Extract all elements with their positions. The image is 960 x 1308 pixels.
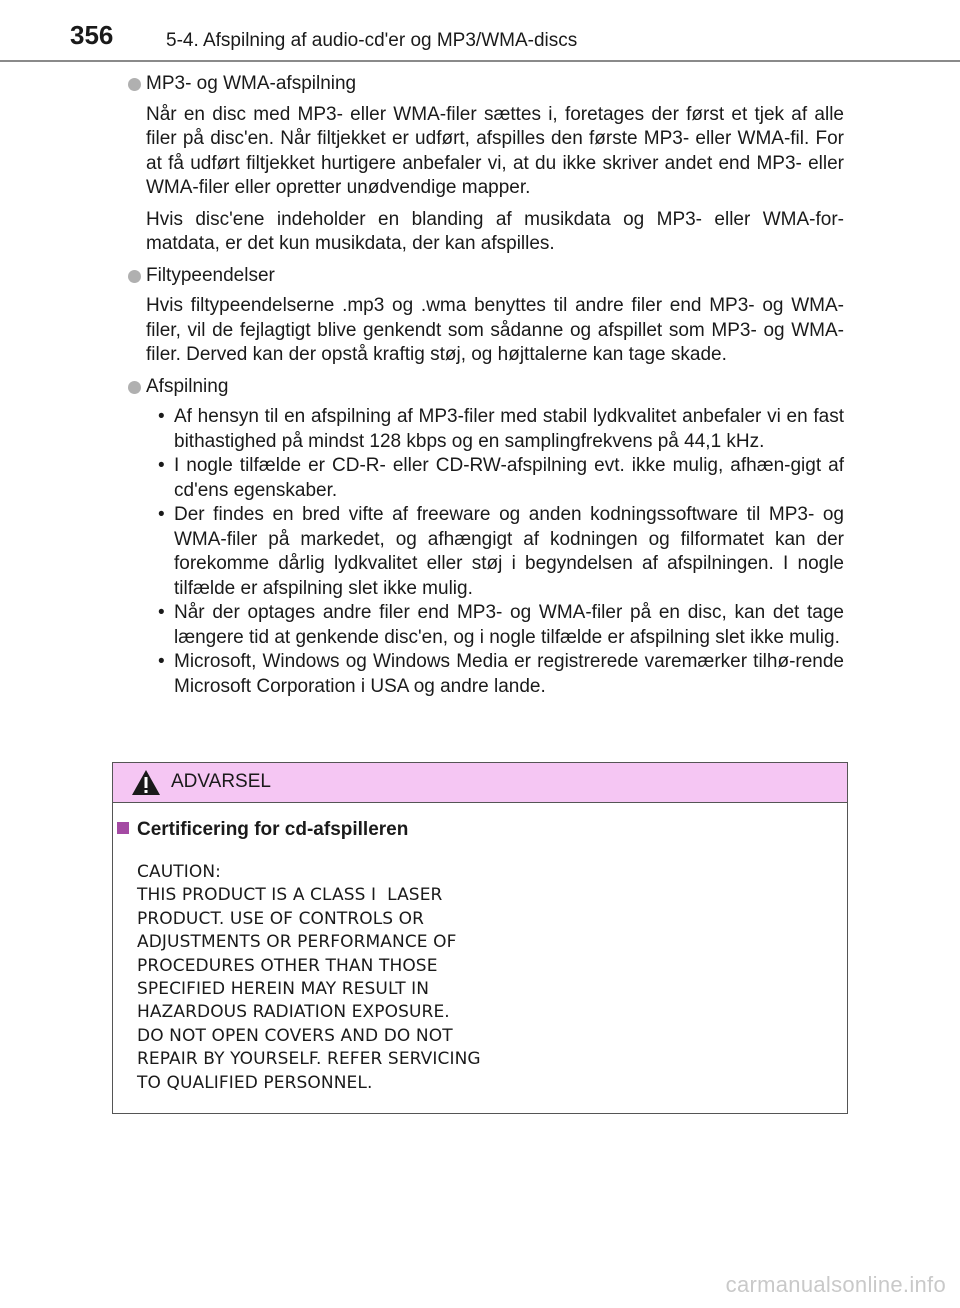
circle-bullet-icon	[128, 270, 141, 283]
dot-bullet-icon: •	[158, 602, 165, 623]
topic-title: Afspilning	[146, 375, 229, 397]
header-divider	[0, 60, 960, 62]
caution-line: PROCEDURES OTHER THAN THOSE	[137, 955, 438, 976]
caution-line: HAZARDOUS RADIATION EXPOSURE.	[137, 1002, 450, 1023]
dot-bullet-icon: •	[158, 406, 165, 427]
warning-box	[112, 762, 848, 1114]
topic-title: Filtypeendelser	[146, 264, 275, 286]
caution-line: REPAIR BY YOURSELF. REFER SERVICING	[137, 1049, 481, 1070]
circle-bullet-icon	[128, 381, 141, 394]
paragraph: Når en disc med MP3- eller WMA-filer sættes i, foretages der først et tjek af alle filer på disc'en. Når filtjekket er udført, afspilles den første MP3- eller WMA-fil. For at få udført filtjekket hurtigere anbefaler vi, at du ikke skriver andet end MP3- eller WMA-filer eller opretter unødvendige mapper.	[146, 103, 844, 198]
topic-playback	[128, 375, 844, 700]
square-bullet-icon	[117, 822, 129, 834]
caution-line: SPECIFIED HEREIN MAY RESULT IN	[137, 979, 430, 1000]
page-header	[0, 0, 960, 62]
playback-list	[146, 405, 844, 699]
list-item: • I nogle tilfælde er CD-R- eller CD-RW-afspilning evt. ikke mulig, afhæn-gigt af cd'ens egenskaber.	[158, 455, 844, 501]
topic-title: MP3- og WMA-afspilning	[146, 73, 357, 94]
caution-label	[137, 861, 481, 1095]
certification-title: Certificering for cd-afspilleren	[137, 819, 409, 840]
topic-file-extensions	[128, 264, 844, 368]
list-item: • Der findes en bred vifte af freeware og anden kodningssoftware til MP3- og WMA-filer på markedet, og afhængigt af kodningen og filformatet kan der forekomme dårlig lydkvalitet eller støj i begyndelsen af afspilningen. I nogle tilfælde er afspilning slet ikke mulig.	[158, 504, 844, 599]
warning-triangle-icon	[131, 769, 161, 796]
watermark: carmanualsonline.info	[725, 1272, 946, 1297]
topic-mp3-wma	[128, 72, 844, 257]
dot-bullet-icon: •	[158, 504, 165, 525]
list-item: • Af hensyn til en afspilning af MP3-filer med stabil lydkvalitet anbefaler vi en fast bithastighed på mindst 128 kbps og en samplingfrekvens på 44,1 kHz.	[158, 406, 844, 452]
paragraph: Hvis disc'ene indeholder en blanding af musikdata og MP3- eller WMA-for-matdata, er det kun musikdata, der kan afspilles.	[146, 208, 844, 254]
caution-line: ADJUSTMENTS OR PERFORMANCE OF	[137, 932, 457, 953]
dot-bullet-icon: •	[158, 455, 165, 476]
warning-header	[113, 763, 847, 803]
list-item: • Microsoft, Windows og Windows Media er registrerede varemærker tilhø-rende Microsoft Corporation i USA og andre lande.	[158, 651, 844, 697]
caution-line: THIS PRODUCT IS A CLASS Ⅰ LASER	[137, 885, 443, 906]
certification-heading	[117, 819, 408, 841]
section-title: 5-4. Afspilning af audio-cd'er og MP3/WMA-discs	[166, 30, 578, 51]
list-item: • Når der optages andre filer end MP3- og WMA-filer på en disc, kan det tage længere tid at genkende disc'en, og i nogle tilfælde er afspilning slet ikke mulig.	[158, 602, 844, 648]
circle-bullet-icon	[128, 78, 141, 91]
caution-line: CAUTION:	[137, 862, 221, 882]
caution-line: PRODUCT. USE OF CONTROLS OR	[137, 908, 425, 929]
paragraph: Hvis filtypeendelserne .mp3 og .wma benyttes til andre filer end MP3- og WMA-filer, vil de fejlagtigt blive genkendt som sådanne og afspillet som MP3- og WMA-filer. Derved kan der opstå kraftig støj, og højttalerne kan tage skade.	[146, 295, 844, 365]
warning-title: ADVARSEL	[171, 771, 271, 792]
caution-line: DO NOT OPEN COVERS AND DO NOT	[137, 1025, 453, 1046]
caution-line: TO QUALIFIED PERSONNEL.	[137, 1072, 373, 1093]
main-content	[128, 72, 844, 705]
page-number: 356	[70, 20, 114, 50]
dot-bullet-icon: •	[158, 651, 165, 672]
